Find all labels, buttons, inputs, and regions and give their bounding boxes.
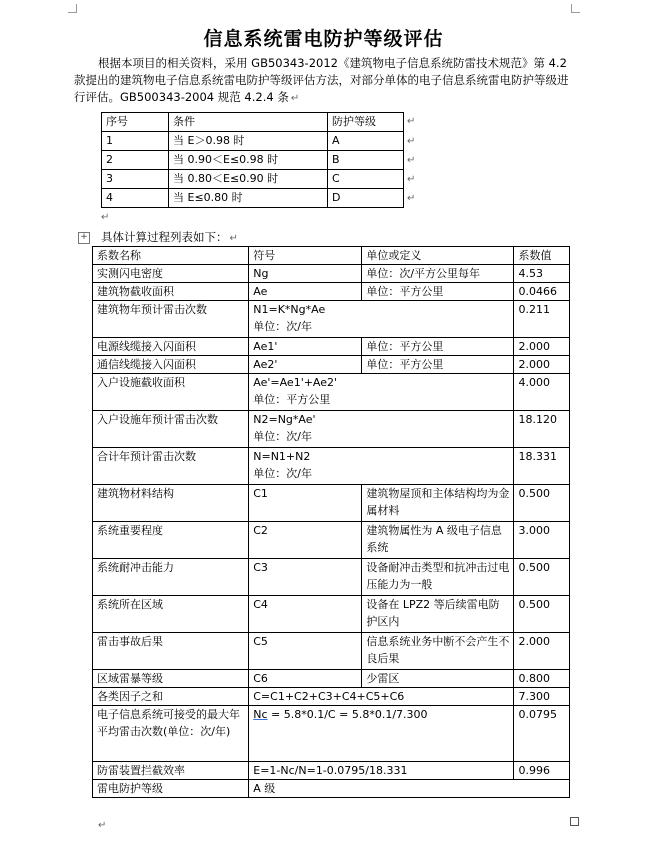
table-header-row: [102, 113, 404, 132]
coef-name: 防雷装置拦截效率: [93, 762, 249, 780]
coef-value: 0.800: [514, 670, 570, 688]
coef-symbol-nc: Nc: [253, 708, 268, 721]
coef-symbol: Ae1': [249, 338, 362, 356]
table-cell: 4: [102, 189, 169, 208]
table-row: [102, 132, 404, 151]
coef-definition: 少雷区: [362, 670, 514, 688]
table-cell: A: [328, 132, 404, 151]
coef-definition: 单位：次/平方公里每年: [362, 265, 514, 283]
table-row: [93, 780, 570, 798]
row-end-mark: ↵: [407, 136, 416, 147]
protection-level-result: A 级: [249, 780, 570, 798]
coef-symbol: Ng: [249, 265, 362, 283]
coef-name: 雷电防护等级: [93, 780, 249, 798]
coef-formula-cell: [249, 448, 514, 485]
header-cell: 系数值: [514, 247, 570, 265]
row-end-mark: ↵: [407, 193, 416, 204]
coef-symbol: C2: [249, 522, 362, 559]
intro-paragraph: [74, 55, 578, 107]
coef-symbol: C4: [249, 596, 362, 633]
coef-unit: 单位：次/年: [253, 467, 312, 480]
table-cell: 当 0.90＜E≤0.98 时: [169, 151, 328, 170]
coef-definition: 建筑物属性为 A 级电子信息系统: [362, 522, 514, 559]
coef-definition: 设备耐冲击类型和抗冲击过电压能力为一般: [362, 559, 514, 596]
coef-name: 实测闪电密度: [93, 265, 249, 283]
coef-name: 合计年预计雷击次数: [93, 448, 249, 485]
coef-formula: N2=Ng*Ae': [253, 413, 316, 426]
coef-symbol: Ae: [249, 283, 362, 301]
coef-definition: 单位：平方公里: [362, 356, 514, 374]
coef-name: 入户设施截收面积: [93, 374, 249, 411]
coef-unit: 单位：次/年: [253, 320, 312, 333]
coef-value: 2.000: [514, 338, 570, 356]
table-row: [93, 522, 570, 559]
coef-value: 0.500: [514, 559, 570, 596]
row-end-mark: ↵: [407, 155, 416, 166]
table-row: [93, 688, 570, 706]
table-row: [102, 151, 404, 170]
intro-text: 根据本项目的相关资料，采用 GB50343-2012《建筑物电子信息系统防雷技术规范》第 4.2 款提出的建筑物电子信息系统雷电防护等级评估方法，对部分单体的电子信息系统雷电防护等级进行评估。GB500343-2004 规范 4.2.4 条: [74, 56, 569, 104]
paragraph-mark: ↵: [229, 233, 238, 244]
table-cell: 当 0.80＜E≤0.90 时: [169, 170, 328, 189]
coef-definition: 建筑物屋顶和主体结构均为金属材料: [362, 485, 514, 522]
row-end-mark: ↵: [407, 174, 416, 185]
row-end-mark: ↵: [407, 116, 416, 127]
coef-symbol: C1: [249, 485, 362, 522]
coef-definition: 单位：平方公里: [362, 283, 514, 301]
corner-mark-top-left: [68, 4, 77, 13]
coef-value: 0.211: [514, 301, 570, 338]
header-cell: 单位或定义: [362, 247, 514, 265]
coef-formula: N1=K*Ng*Ae: [253, 303, 326, 316]
header-cell: 条件: [169, 113, 328, 132]
table-row: [93, 283, 570, 301]
table-cell: B: [328, 151, 404, 170]
empty-paragraph-mark: ↵: [101, 212, 110, 223]
coef-name: 建筑物材料结构: [93, 485, 249, 522]
table-row: [93, 374, 570, 411]
coef-name: 入户设施年预计雷击次数: [93, 411, 249, 448]
coef-formula: = 5.8*0.1/C = 5.8*0.1/7.300: [267, 708, 428, 721]
coef-formula-cell: [249, 301, 514, 338]
table-row: [93, 762, 570, 780]
table-row: [93, 596, 570, 633]
coef-definition: 信息系统业务中断不会产生不良后果: [362, 633, 514, 670]
table-row: [93, 559, 570, 596]
coef-value: 18.331: [514, 448, 570, 485]
coef-value: 7.300: [514, 688, 570, 706]
coef-value: 0.500: [514, 596, 570, 633]
header-cell: 序号: [102, 113, 169, 132]
table-cell: 3: [102, 170, 169, 189]
calculation-table: [92, 246, 570, 798]
header-cell: 防护等级: [328, 113, 404, 132]
table-header-row: [93, 247, 570, 265]
empty-paragraph-mark: ↵: [98, 820, 107, 831]
coef-name: 区域雷暴等级: [93, 670, 249, 688]
coef-formula-cell: [249, 706, 514, 762]
table-row: [102, 189, 404, 208]
coef-formula: E=1-Nc/N=1-0.0795/18.331: [249, 762, 514, 780]
calc-heading-text: 具体计算过程列表如下：: [101, 230, 228, 244]
table-row: [93, 265, 570, 283]
protection-grade-table: [101, 112, 404, 208]
coef-formula-cell: [249, 411, 514, 448]
header-cell: 符号: [249, 247, 362, 265]
table-row: [93, 301, 570, 338]
table-cell: 当 E≤0.80 时: [169, 189, 328, 208]
table-row: [93, 448, 570, 485]
table-row: [93, 670, 570, 688]
coef-value: 18.120: [514, 411, 570, 448]
coef-formula: Ae'=Ae1'+Ae2': [253, 376, 338, 389]
coef-value: 0.0466: [514, 283, 570, 301]
table-resize-handle[interactable]: [570, 817, 579, 826]
coef-value: 0.996: [514, 762, 570, 780]
coef-value: 4.000: [514, 374, 570, 411]
table-row: [93, 411, 570, 448]
coef-symbol: C5: [249, 633, 362, 670]
table-cell: C: [328, 170, 404, 189]
coef-name: 雷击事故后果: [93, 633, 249, 670]
coef-value: 2.000: [514, 633, 570, 670]
coef-value: 0.500: [514, 485, 570, 522]
coef-name: 电源线缆接入闪面积: [93, 338, 249, 356]
coef-symbol: C6: [249, 670, 362, 688]
table-cell: 2: [102, 151, 169, 170]
coef-symbol: C3: [249, 559, 362, 596]
table-cell: 1: [102, 132, 169, 151]
coef-name: 系统耐冲击能力: [93, 559, 249, 596]
coef-unit: 单位：平方公里: [253, 393, 331, 406]
table-row: [102, 170, 404, 189]
coef-name: 通信线缆接入闪面积: [93, 356, 249, 374]
coef-name: 建筑物截收面积: [93, 283, 249, 301]
corner-mark-top-right: [571, 4, 580, 13]
header-cell: 系数名称: [93, 247, 249, 265]
coef-formula: N=N1+N2: [253, 450, 311, 463]
coef-formula: C=C1+C2+C3+C4+C5+C6: [249, 688, 514, 706]
table-row: [93, 633, 570, 670]
coef-formula-cell: [249, 374, 514, 411]
coef-value: 4.53: [514, 265, 570, 283]
table-cell: 当 E＞0.98 时: [169, 132, 328, 151]
calc-heading: [101, 229, 238, 245]
table-row: [93, 706, 570, 762]
document-title: 信息系统雷电防护等级评估: [203, 28, 444, 50]
coef-unit: 单位：次/年: [253, 430, 312, 443]
coef-name: 系统所在区域: [93, 596, 249, 633]
coef-value: 0.0795: [514, 706, 570, 762]
coef-symbol: Ae2': [249, 356, 362, 374]
table-row: [93, 485, 570, 522]
coef-name: 系统重要程度: [93, 522, 249, 559]
coef-name: 电子信息系统可接受的最大年平均雷击次数(单位：次/年): [93, 706, 249, 762]
coef-definition: 设备在 LPZ2 等后续雷电防护区内: [362, 596, 514, 633]
coef-value: 2.000: [514, 356, 570, 374]
paragraph-mark: ↵: [290, 93, 300, 104]
coef-value: 3.000: [514, 522, 570, 559]
coef-definition: 单位：平方公里: [362, 338, 514, 356]
table-row: [93, 338, 570, 356]
coef-name: 各类因子之和: [93, 688, 249, 706]
coef-name: 建筑物年预计雷击次数: [93, 301, 249, 338]
table-row: [93, 356, 570, 374]
table-cell: D: [328, 189, 404, 208]
table-move-handle-icon[interactable]: +: [78, 232, 90, 244]
